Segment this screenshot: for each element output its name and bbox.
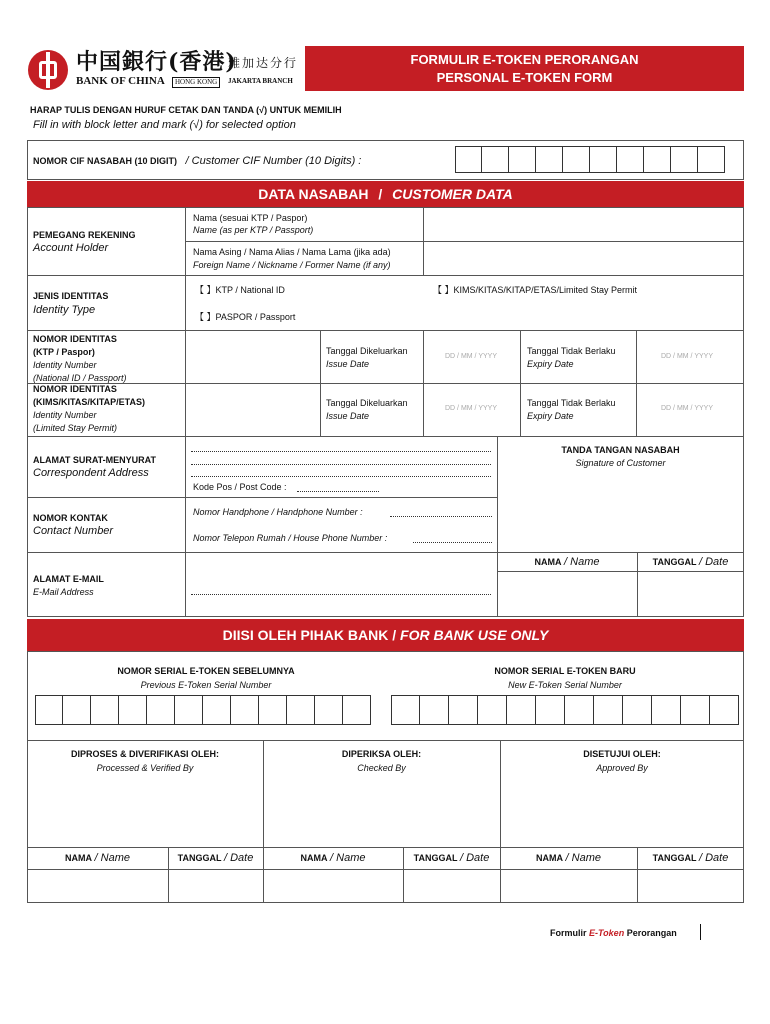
cif-label-en: / Customer CIF Number (10 Digits) : <box>185 155 362 167</box>
footer-divider <box>700 924 701 940</box>
expiry-date-2-input[interactable]: DD / MM / YYYY <box>661 405 713 412</box>
approved-name-label <box>500 852 637 864</box>
cust-date-input[interactable] <box>638 572 743 616</box>
cust-date-label-id: TANGGAL <box>652 557 697 567</box>
serial-digit-box[interactable] <box>287 695 315 725</box>
bank-use-title-id: DIISI OLEH PIHAK BANK / <box>222 627 397 643</box>
col-divider <box>636 330 637 436</box>
new-serial-label-en: New E-Token Serial Number <box>508 680 622 690</box>
account-holder-label-id: PEMEGANG REKENING <box>33 230 136 240</box>
approved-date-label-id: TANGGAL <box>652 853 697 863</box>
serial-digit-box[interactable] <box>391 695 420 725</box>
bank-logo-bar <box>46 52 50 88</box>
id-number-1-label-id2: (KTP / Paspor) <box>33 347 95 357</box>
id-number-2-input[interactable] <box>186 384 320 436</box>
serial-digit-box[interactable] <box>91 695 119 725</box>
id-number-1-label-en2: (National ID / Passport) <box>33 373 127 383</box>
bank-hk-tag: HONG KONG <box>172 77 220 88</box>
email-label-en: E-Mail Address <box>33 587 94 597</box>
checked-date-label <box>403 852 500 864</box>
cif-digit-box[interactable] <box>482 146 509 173</box>
prev-serial-boxes[interactable] <box>35 695 371 725</box>
instruction-id: HARAP TULIS DENGAN HURUF CETAK DAN TANDA (√) UNTUK MEMILIH <box>30 105 342 115</box>
expiry-date-1-label-id: Tanggal Tidak Berlaku <box>527 346 616 356</box>
serial-digit-box[interactable] <box>147 695 175 725</box>
footer-text-1: Formulir <box>550 928 590 938</box>
processed-name-label-id: NAMA <box>65 853 92 863</box>
col-divider <box>320 330 321 436</box>
expiry-date-2-label-en: Expiry Date <box>527 411 574 421</box>
name-ktp-label-en: Name (as per KTP / Passport) <box>193 225 314 235</box>
processed-date-label-en: / Date <box>223 852 254 864</box>
email-input[interactable] <box>191 594 491 595</box>
house-phone-label: Nomor Telepon Rumah / House Phone Number : <box>193 533 388 543</box>
col-divider <box>423 330 424 436</box>
form-title-id: FORMULIR E-TOKEN PERORANGAN <box>410 52 639 67</box>
processed-label-en: Processed & Verified By <box>96 763 194 773</box>
prev-serial-label-en: Previous E-Token Serial Number <box>140 680 272 690</box>
id-number-1-label-en1: Identity Number <box>33 360 97 370</box>
email-label-id: ALAMAT E-MAIL <box>33 574 104 584</box>
branch-name-english: JAKARTA BRANCH <box>228 77 293 85</box>
serial-digit-box[interactable] <box>449 695 478 725</box>
checked-date-label-id: TANGGAL <box>413 853 458 863</box>
processed-date-input[interactable] <box>169 870 263 902</box>
checked-date-input[interactable] <box>404 870 500 902</box>
processed-date-label <box>168 852 263 864</box>
expiry-date-1-input[interactable]: DD / MM / YYYY <box>661 353 713 360</box>
issue-date-2-label-id: Tanggal Dikeluarkan <box>326 398 408 408</box>
serial-digit-box[interactable] <box>175 695 203 725</box>
alias-input[interactable] <box>424 242 743 275</box>
identity-type-label-en: Identity Type <box>33 304 96 316</box>
address-line-2[interactable] <box>191 464 491 465</box>
serial-digit-box[interactable] <box>315 695 343 725</box>
contact-label-en: Contact Number <box>33 525 114 537</box>
checked-name-input[interactable] <box>264 870 403 902</box>
checked-name-label-id: NAMA <box>300 853 328 863</box>
id-number-1-label-id1: NOMOR IDENTITAS <box>33 334 117 344</box>
checked-name-label <box>263 852 403 864</box>
identity-type-label-id: JENIS IDENTITAS <box>33 291 109 301</box>
approved-label-en: Approved By <box>596 763 648 773</box>
cif-digit-box[interactable] <box>644 146 671 173</box>
serial-digit-box[interactable] <box>203 695 231 725</box>
address-label-id: ALAMAT SURAT-MENYURAT <box>33 455 156 465</box>
serial-digit-box[interactable] <box>565 695 594 725</box>
cust-date-label-en: / Date <box>698 556 729 568</box>
serial-digit-box[interactable] <box>478 695 507 725</box>
cust-name-label <box>497 556 637 568</box>
signature-label-id: TANDA TANGAN NASABAH <box>561 445 680 455</box>
id-number-2-label <box>33 383 145 435</box>
instruction-en: Fill in with block letter and mark (√) for selected option <box>33 119 296 131</box>
serial-digit-box[interactable] <box>231 695 259 725</box>
issue-date-1-label-en: Issue Date <box>326 359 370 369</box>
option-ktp-checkbox[interactable]: 【 】KTP / National ID <box>195 285 285 295</box>
cust-name-label-en: / Name <box>564 556 600 568</box>
alias-label-id: Nama Asing / Nama Alias / Nama Lama (jika ada) <box>193 247 391 257</box>
serial-digit-box[interactable] <box>343 695 371 725</box>
bank-name-english: BANK OF CHINA <box>76 75 165 87</box>
issue-date-1-label-id: Tanggal Dikeluarkan <box>326 346 408 356</box>
serial-digit-box[interactable] <box>507 695 536 725</box>
row-divider <box>27 497 497 498</box>
house-phone-input[interactable] <box>413 542 492 543</box>
serial-digit-box[interactable] <box>623 695 652 725</box>
name-input[interactable] <box>424 208 743 241</box>
option-kims-checkbox[interactable]: 【 】KIMS/KITAS/KITAP/ETAS/Limited Stay Permit <box>433 285 638 295</box>
form-title <box>305 46 744 91</box>
cif-input-boxes[interactable] <box>455 146 725 173</box>
prev-serial-label-id: NOMOR SERIAL E-TOKEN SEBELUMNYA <box>117 666 295 676</box>
approved-date-label <box>637 852 744 864</box>
address-label-en: Correspondent Address <box>33 467 149 479</box>
row-divider <box>27 740 744 741</box>
serial-digit-box[interactable] <box>420 695 449 725</box>
row-divider <box>27 436 744 437</box>
serial-digit-box[interactable] <box>710 695 739 725</box>
address-line-3[interactable] <box>191 476 491 477</box>
serial-digit-box[interactable] <box>63 695 91 725</box>
checked-label-en: Checked By <box>357 763 406 773</box>
serial-digit-box[interactable] <box>259 695 287 725</box>
signature-label-en: Signature of Customer <box>575 458 666 468</box>
new-serial-label-id: NOMOR SERIAL E-TOKEN BARU <box>494 666 636 676</box>
footer-text-2: E-Token <box>589 928 625 938</box>
id-number-2-label-en1: Identity Number <box>33 410 97 420</box>
row-divider <box>27 275 744 276</box>
account-holder-label-en: Account Holder <box>33 242 109 254</box>
serial-digit-box[interactable] <box>536 695 565 725</box>
signature-area[interactable] <box>498 470 743 552</box>
processed-name-label-en: / Name <box>94 852 130 864</box>
approved-name-input[interactable] <box>501 870 637 902</box>
new-serial-boxes[interactable] <box>391 695 739 725</box>
customer-data-title-id: DATA NASABAH <box>258 186 369 202</box>
approved-date-label-en: / Date <box>698 852 729 864</box>
issue-date-1-input[interactable]: DD / MM / YYYY <box>445 353 497 360</box>
processed-date-label-id: TANGGAL <box>177 853 222 863</box>
postcode-input[interactable] <box>297 491 379 492</box>
footer-text-3: Perorangan <box>624 928 677 938</box>
handphone-label: Nomor Handphone / Handphone Number : <box>193 507 363 517</box>
processed-name-input[interactable] <box>28 870 168 902</box>
footer-text <box>550 928 677 938</box>
alias-label-en: Foreign Name / Nickname / Former Name (if any) <box>193 260 391 270</box>
expiry-date-2-label-id: Tanggal Tidak Berlaku <box>527 398 616 408</box>
cust-name-label-id: NAMA <box>534 557 562 567</box>
approved-name-label-id: NAMA <box>536 853 563 863</box>
customer-data-title-en: CUSTOMER DATA <box>392 186 513 202</box>
approved-name-label-en: / Name <box>565 852 601 864</box>
approved-date-input[interactable] <box>638 870 743 902</box>
id-number-1-input[interactable] <box>186 331 320 383</box>
postcode-label: Kode Pos / Post Code : <box>193 482 287 492</box>
id-number-1-label <box>33 333 127 385</box>
expiry-date-1-label-en: Expiry Date <box>527 359 574 369</box>
cif-digit-box[interactable] <box>536 146 563 173</box>
approved-label-id: DISETUJUI OLEH: <box>583 749 661 759</box>
checked-date-label-en: / Date <box>459 852 490 864</box>
cif-digit-box[interactable] <box>509 146 536 173</box>
option-passport-checkbox[interactable]: 【 】PASPOR / Passport <box>195 312 296 322</box>
id-number-2-label-id2: (KIMS/KITAS/KITAP/ETAS) <box>33 397 145 407</box>
checked-signature-area[interactable] <box>264 775 500 847</box>
issue-date-2-input[interactable]: DD / MM / YYYY <box>445 405 497 412</box>
id-number-2-label-en2: (Limited Stay Permit) <box>33 423 118 433</box>
processed-name-label <box>27 852 168 864</box>
cust-name-input[interactable] <box>498 572 637 616</box>
cif-digit-box[interactable] <box>617 146 644 173</box>
cif-digit-box[interactable] <box>455 146 482 173</box>
issue-date-2-label-en: Issue Date <box>326 411 370 421</box>
serial-digit-box[interactable] <box>119 695 147 725</box>
cif-digit-box[interactable] <box>671 146 698 173</box>
name-ktp-label-id: Nama (sesuai KTP / Paspor) <box>193 213 308 223</box>
checked-name-label-en: / Name <box>330 852 366 864</box>
approved-signature-area[interactable] <box>501 775 743 847</box>
customer-data-header <box>27 181 744 207</box>
cif-label <box>33 155 361 167</box>
checked-label-id: DIPERIKSA OLEH: <box>341 749 422 759</box>
cif-digit-box[interactable] <box>698 146 725 173</box>
customer-data-title-sep: / <box>378 186 383 202</box>
contact-label-id: NOMOR KONTAK <box>33 513 108 523</box>
cif-digit-box[interactable] <box>563 146 590 173</box>
serial-digit-box[interactable] <box>35 695 63 725</box>
bank-use-header <box>27 619 744 651</box>
serial-digit-box[interactable] <box>652 695 681 725</box>
cust-date-label <box>637 556 744 568</box>
branch-name-chinese: 雅加达分行 <box>228 56 299 70</box>
cif-digit-box[interactable] <box>590 146 617 173</box>
form-title-en: PERSONAL E-TOKEN FORM <box>436 70 613 85</box>
processed-label-id: DIPROSES & DIVERIFIKASI OLEH: <box>70 749 220 759</box>
address-line-1[interactable] <box>191 451 491 452</box>
cif-label-id: NOMOR CIF NASABAH (10 DIGIT) <box>33 156 177 166</box>
serial-digit-box[interactable] <box>681 695 710 725</box>
processed-signature-area[interactable] <box>28 775 263 847</box>
handphone-input[interactable] <box>390 516 492 517</box>
serial-digit-box[interactable] <box>594 695 623 725</box>
col-divider <box>520 330 521 436</box>
id-number-2-label-id1: NOMOR IDENTITAS <box>33 384 117 394</box>
bank-name-chinese: 中国銀行(香港) <box>76 49 237 75</box>
bank-use-title-en: FOR BANK USE ONLY <box>400 627 549 643</box>
